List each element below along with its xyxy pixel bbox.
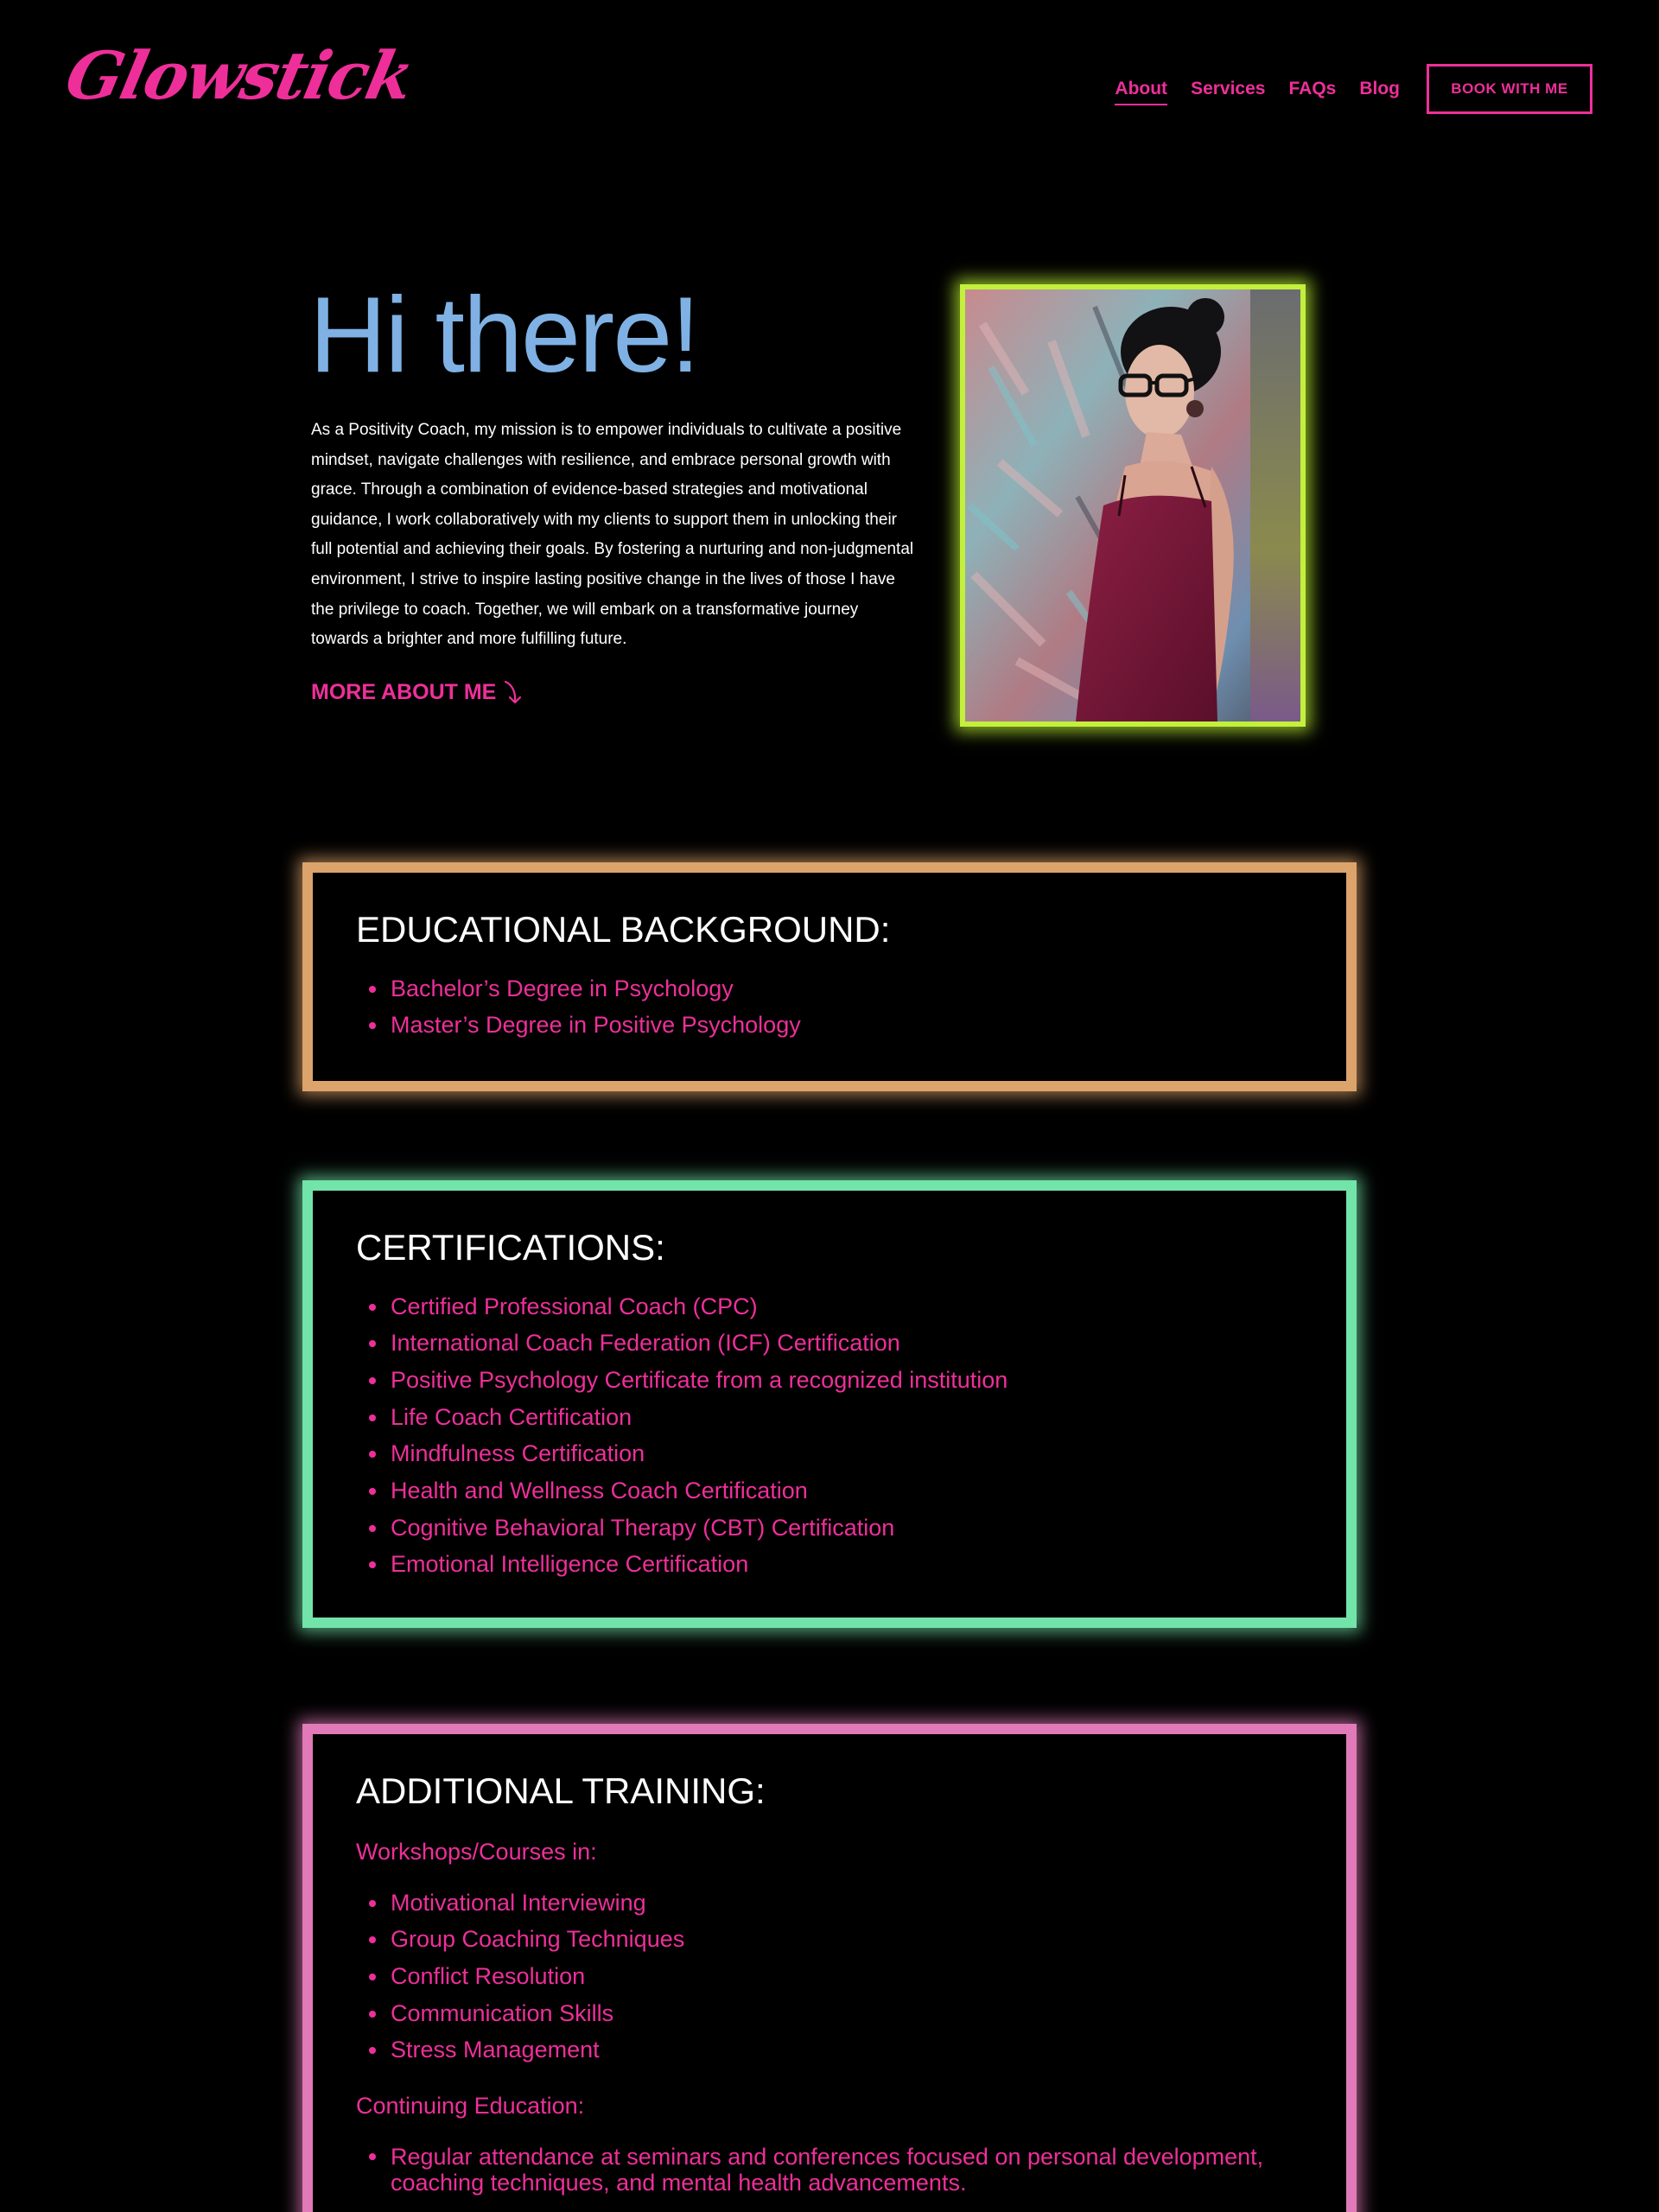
nav-link-faqs[interactable]: FAQs [1288, 79, 1337, 99]
certifications-list [356, 1288, 1346, 1584]
list-item: Conflict Resolution [391, 1958, 1346, 1995]
curved-arrow-icon [503, 679, 525, 705]
list-item: Motivational Interviewing [391, 1885, 1346, 1922]
list-item: Mindfulness Certification [391, 1435, 1346, 1472]
list-item: Positive Psychology Certificate from a recognized institution [391, 1362, 1346, 1399]
portrait-photo-image [965, 289, 1300, 721]
continuing-education-subheading: Continuing Education: [356, 2093, 585, 2120]
hero-title: Hi there! [309, 276, 699, 395]
list-item: Communication Skills [391, 1995, 1346, 2032]
education-list [356, 970, 1346, 1044]
nav-link-services[interactable]: Services [1191, 79, 1266, 99]
list-item: Certified Professional Coach (CPC) [391, 1288, 1346, 1325]
workshops-subheading: Workshops/Courses in: [356, 1838, 597, 1865]
main-nav [1115, 64, 1592, 114]
more-about-me-link[interactable] [311, 679, 525, 705]
more-about-me-label: MORE ABOUT ME [311, 679, 497, 704]
nav-link-about[interactable]: About [1115, 79, 1168, 99]
list-item: Cognitive Behavioral Therapy (CBT) Certification [391, 1510, 1346, 1547]
education-card [302, 862, 1357, 1091]
site-logo[interactable]: Glowstick [59, 37, 420, 114]
certifications-card [302, 1180, 1357, 1628]
list-item: Health and Wellness Coach Certification [391, 1472, 1346, 1510]
continuing-education-list [356, 2139, 1346, 2196]
hero-description: As a Positivity Coach, my mission is to empower individuals to cultivate a positive mindset, navigate challenges with resilience, and embrace personal growth with grace. Through a combination of evidence-based strategies and motivational guidance, I work collaboratively with my clients to support them in unlocking their full potential and achieving their goals. By fostering a nurturing and non-judgmental environment, I strive to inspire lasting positive change in the lives of those I have the privilege to coach. Together, we will embark on a transformative journey towards a brighter and more fulfilling future. [311, 421, 914, 649]
portrait-photo [960, 284, 1306, 727]
list-item: Bachelor’s Degree in Psychology [391, 970, 1346, 1007]
list-item: Stress Management [391, 2031, 1346, 2069]
nav-link-blog[interactable]: Blog [1359, 79, 1400, 99]
list-item: Group Coaching Techniques [391, 1921, 1346, 1958]
list-item: Emotional Intelligence Certification [391, 1546, 1346, 1583]
workshops-list [356, 1885, 1346, 2069]
training-heading: ADDITIONAL TRAINING: [356, 1770, 766, 1811]
list-item: International Coach Federation (ICF) Certification [391, 1325, 1346, 1362]
book-with-me-button[interactable]: BOOK WITH ME [1427, 64, 1592, 114]
certifications-heading: CERTIFICATIONS: [356, 1227, 665, 1268]
list-item: Life Coach Certification [391, 1399, 1346, 1436]
training-card [302, 1724, 1357, 2212]
education-heading: EDUCATIONAL BACKGROUND: [356, 909, 891, 950]
list-item: Master’s Degree in Positive Psychology [391, 1007, 1346, 1044]
list-item: Regular attendance at seminars and conferences focused on personal development, coaching techniques, and mental health advancements. [391, 2139, 1272, 2196]
